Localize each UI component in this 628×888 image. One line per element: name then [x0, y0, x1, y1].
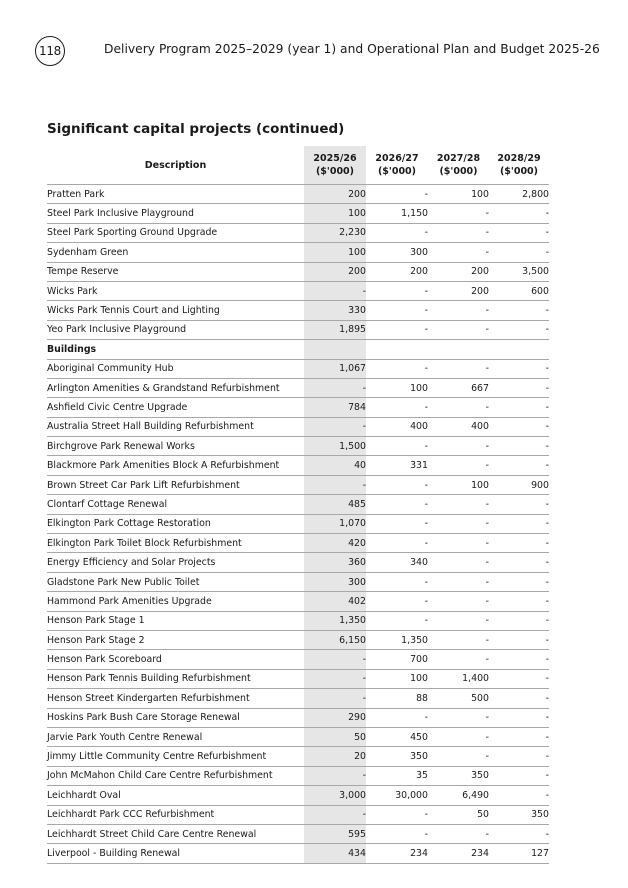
column-header-description: Description [144, 159, 207, 171]
column-header-unit: ($'000) [315, 166, 355, 177]
table-row [47, 475, 549, 494]
cell-2026-27: - [366, 514, 428, 533]
cell-2028-29: - [489, 495, 549, 514]
column-header-2026-27 [366, 146, 428, 185]
cell-2027-28: 100 [428, 475, 489, 494]
cell-2025-26: 290 [304, 708, 366, 727]
table-row [47, 572, 549, 591]
cell-2025-26: 100 [304, 204, 366, 223]
cell-2026-27: - [366, 495, 428, 514]
cell-2026-27: 100 [366, 378, 428, 397]
cell-2027-28: - [428, 708, 489, 727]
cell-2028-29 [489, 340, 549, 359]
cell-2026-27: - [366, 281, 428, 300]
cell-description: Gladstone Park New Public Toilet [47, 572, 304, 591]
table-row [47, 223, 549, 242]
cell-2027-28: - [428, 534, 489, 553]
cell-2028-29: - [489, 592, 549, 611]
cell-description: Steel Park Sporting Ground Upgrade [47, 223, 304, 242]
cell-description: Leichhardt Oval [47, 786, 304, 805]
cell-2025-26: - [304, 475, 366, 494]
cell-2025-26: 100 [304, 243, 366, 262]
table-row [47, 669, 549, 688]
cell-2026-27: 700 [366, 650, 428, 669]
cell-2025-26: 1,070 [304, 514, 366, 533]
cell-2026-27: - [366, 572, 428, 591]
cell-2025-26: 485 [304, 495, 366, 514]
table-row [47, 844, 549, 863]
cell-2026-27: 400 [366, 417, 428, 436]
cell-2025-26 [304, 340, 366, 359]
column-header-2025-26 [304, 146, 366, 185]
cell-2027-28: - [428, 223, 489, 242]
cell-2026-27: 300 [366, 243, 428, 262]
cell-2025-26: 40 [304, 456, 366, 475]
cell-description: Australia Street Hall Building Refurbishment [47, 417, 304, 436]
cell-description: Henson Park Scoreboard [47, 650, 304, 669]
table-row [47, 262, 549, 281]
cell-description: Ashfield Civic Centre Upgrade [47, 398, 304, 417]
cell-description: Hammond Park Amenities Upgrade [47, 592, 304, 611]
cell-2027-28: 350 [428, 766, 489, 785]
cell-description: Henson Park Stage 1 [47, 611, 304, 630]
cell-2027-28: - [428, 572, 489, 591]
table-row [47, 611, 549, 630]
cell-2026-27: - [366, 223, 428, 242]
cell-2027-28: 667 [428, 378, 489, 397]
cell-2028-29: - [489, 689, 549, 708]
cell-2028-29: 350 [489, 805, 549, 824]
cell-2028-29: - [489, 398, 549, 417]
cell-description: Steel Park Inclusive Playground [47, 204, 304, 223]
cell-2028-29: - [489, 572, 549, 591]
table-row [47, 398, 549, 417]
cell-2027-28: 6,490 [428, 786, 489, 805]
cell-2027-28: - [428, 301, 489, 320]
cell-2026-27: 200 [366, 262, 428, 281]
table-row [47, 786, 549, 805]
table-row [47, 650, 549, 669]
cell-2026-27: - [366, 592, 428, 611]
column-header-2028-29 [489, 146, 549, 185]
cell-2025-26: 2,230 [304, 223, 366, 242]
cell-description: Wicks Park [47, 281, 304, 300]
cell-2027-28: - [428, 495, 489, 514]
column-header-unit: ($'000) [499, 166, 539, 177]
cell-2026-27: - [366, 359, 428, 378]
table-row [47, 766, 549, 785]
table-body [47, 185, 549, 864]
cell-2028-29: - [489, 514, 549, 533]
cell-description: Jimmy Little Community Centre Refurbishment [47, 747, 304, 766]
cell-2028-29: - [489, 417, 549, 436]
cell-2028-29: - [489, 456, 549, 475]
cell-description: Energy Efficiency and Solar Projects [47, 553, 304, 572]
table-header-row [47, 146, 549, 185]
cell-2027-28: - [428, 630, 489, 649]
cell-2026-27: 331 [366, 456, 428, 475]
cell-2026-27: - [366, 824, 428, 843]
cell-2027-28: - [428, 592, 489, 611]
column-header-unit: ($'000) [439, 166, 478, 177]
cell-2027-28: 50 [428, 805, 489, 824]
table-row [47, 185, 549, 204]
cell-2026-27: - [366, 320, 428, 339]
cell-2025-26: - [304, 766, 366, 785]
cell-2027-28: 400 [428, 417, 489, 436]
cell-description: Wicks Park Tennis Court and Lighting [47, 301, 304, 320]
table-row [47, 553, 549, 572]
cell-2028-29: - [489, 669, 549, 688]
cell-2028-29: 600 [489, 281, 549, 300]
column-header-year: 2028/29 [497, 153, 541, 164]
table-row [47, 514, 549, 533]
table-row [47, 417, 549, 436]
cell-2028-29: - [489, 747, 549, 766]
cell-description: Brown Street Car Park Lift Refurbishment [47, 475, 304, 494]
cell-2027-28: - [428, 204, 489, 223]
cell-2027-28: - [428, 747, 489, 766]
table-row [47, 630, 549, 649]
cell-2028-29: 900 [489, 475, 549, 494]
table-row [47, 534, 549, 553]
cell-2027-28: - [428, 650, 489, 669]
table-row [47, 204, 549, 223]
cell-2027-28: 1,400 [428, 669, 489, 688]
table-row [47, 243, 549, 262]
cell-2025-26: 1,350 [304, 611, 366, 630]
cell-2026-27: - [366, 611, 428, 630]
cell-2025-26: 1,500 [304, 437, 366, 456]
cell-2025-26: 595 [304, 824, 366, 843]
cell-description: Leichhardt Park CCC Refurbishment [47, 805, 304, 824]
cell-2025-26: 200 [304, 262, 366, 281]
cell-description: Clontarf Cottage Renewal [47, 495, 304, 514]
cell-description: Aboriginal Community Hub [47, 359, 304, 378]
cell-2028-29: - [489, 204, 549, 223]
cell-description: Birchgrove Park Renewal Works [47, 437, 304, 456]
cell-description: Yeo Park Inclusive Playground [47, 320, 304, 339]
cell-2025-26: 20 [304, 747, 366, 766]
cell-description: Arlington Amenities & Grandstand Refurbishment [47, 378, 304, 397]
table-row [47, 456, 549, 475]
column-header-unit: ($'000) [377, 166, 417, 177]
page-number: 118 [38, 44, 61, 58]
table-row [47, 824, 549, 843]
cell-2027-28: - [428, 824, 489, 843]
cell-2026-27: 1,150 [366, 204, 428, 223]
cell-2028-29: 127 [489, 844, 549, 863]
cell-2027-28 [428, 340, 489, 359]
cell-description: Henson Street Kindergarten Refurbishment [47, 689, 304, 708]
cell-2025-26: - [304, 689, 366, 708]
cell-description: Elkington Park Toilet Block Refurbishment [47, 534, 304, 553]
table-row [47, 495, 549, 514]
cell-2025-26: 1,895 [304, 320, 366, 339]
cell-description: Liverpool - Building Renewal [47, 844, 304, 863]
cell-2025-26: 1,067 [304, 359, 366, 378]
cell-2028-29: - [489, 320, 549, 339]
cell-2026-27: 100 [366, 669, 428, 688]
table-group-row [47, 340, 549, 359]
cell-2028-29: - [489, 650, 549, 669]
cell-2026-27: - [366, 437, 428, 456]
cell-2028-29: - [489, 727, 549, 746]
cell-2026-27: - [366, 475, 428, 494]
cell-2026-27: 350 [366, 747, 428, 766]
cell-description: Elkington Park Cottage Restoration [47, 514, 304, 533]
cell-2025-26: 50 [304, 727, 366, 746]
cell-2025-26: 6,150 [304, 630, 366, 649]
cell-2028-29: 3,500 [489, 262, 549, 281]
column-header-year: 2025/26 [313, 153, 357, 164]
cell-2026-27 [366, 340, 428, 359]
cell-2028-29: 2,800 [489, 185, 549, 204]
table-row [47, 708, 549, 727]
cell-2027-28: - [428, 456, 489, 475]
cell-description: Henson Park Stage 2 [47, 630, 304, 649]
cell-2025-26: 330 [304, 301, 366, 320]
cell-2025-26: - [304, 669, 366, 688]
cell-2026-27: 88 [366, 689, 428, 708]
table-row [47, 359, 549, 378]
cell-2025-26: 434 [304, 844, 366, 863]
table-row [47, 747, 549, 766]
cell-2026-27: - [366, 805, 428, 824]
cell-2027-28: - [428, 727, 489, 746]
cell-description: Tempe Reserve [47, 262, 304, 281]
cell-2026-27: 35 [366, 766, 428, 785]
cell-2025-26: 200 [304, 185, 366, 204]
capital-projects-table [47, 146, 549, 864]
cell-2028-29: - [489, 378, 549, 397]
table-row [47, 378, 549, 397]
cell-2027-28: 200 [428, 281, 489, 300]
cell-2028-29: - [489, 437, 549, 456]
cell-2026-27: 450 [366, 727, 428, 746]
cell-2028-29: - [489, 243, 549, 262]
cell-description: Pratten Park [47, 185, 304, 204]
cell-2028-29: - [489, 553, 549, 572]
cell-2026-27: - [366, 534, 428, 553]
cell-2027-28: - [428, 553, 489, 572]
cell-2028-29: - [489, 359, 549, 378]
cell-2025-26: - [304, 650, 366, 669]
cell-description: Leichhardt Street Child Care Centre Renewal [47, 824, 304, 843]
cell-2026-27: 1,350 [366, 630, 428, 649]
cell-2028-29: - [489, 766, 549, 785]
cell-2028-29: - [489, 708, 549, 727]
table-row [47, 320, 549, 339]
page-number-badge [35, 36, 65, 66]
table-row [47, 592, 549, 611]
section-title: Significant capital projects (continued) [47, 121, 345, 137]
cell-2026-27: 234 [366, 844, 428, 863]
cell-2025-26: - [304, 805, 366, 824]
cell-2028-29: - [489, 534, 549, 553]
cell-2028-29: - [489, 223, 549, 242]
cell-2027-28: - [428, 243, 489, 262]
cell-2026-27: 340 [366, 553, 428, 572]
cell-2027-28: - [428, 320, 489, 339]
cell-2026-27: - [366, 708, 428, 727]
cell-2027-28: 500 [428, 689, 489, 708]
cell-2027-28: 200 [428, 262, 489, 281]
cell-description: Buildings [47, 340, 304, 359]
cell-2028-29: - [489, 630, 549, 649]
cell-2026-27: - [366, 301, 428, 320]
cell-2025-26: 420 [304, 534, 366, 553]
cell-description: Hoskins Park Bush Care Storage Renewal [47, 708, 304, 727]
cell-2025-26: - [304, 417, 366, 436]
cell-description: Sydenham Green [47, 243, 304, 262]
cell-2025-26: 3,000 [304, 786, 366, 805]
cell-2027-28: - [428, 437, 489, 456]
table-row [47, 437, 549, 456]
cell-2028-29: - [489, 611, 549, 630]
cell-2027-28: - [428, 514, 489, 533]
cell-2028-29: - [489, 786, 549, 805]
table-row [47, 805, 549, 824]
cell-2025-26: - [304, 378, 366, 397]
cell-description: Blackmore Park Amenities Block A Refurbishment [47, 456, 304, 475]
cell-2025-26: 784 [304, 398, 366, 417]
cell-2027-28: 100 [428, 185, 489, 204]
cell-description: John McMahon Child Care Centre Refurbishment [47, 766, 304, 785]
cell-description: Henson Park Tennis Building Refurbishment [47, 669, 304, 688]
column-header-year: 2026/27 [375, 153, 419, 164]
cell-description: Jarvie Park Youth Centre Renewal [47, 727, 304, 746]
table-row [47, 727, 549, 746]
cell-2027-28: - [428, 611, 489, 630]
cell-2026-27: - [366, 185, 428, 204]
cell-2028-29: - [489, 824, 549, 843]
cell-2025-26: 402 [304, 592, 366, 611]
cell-2026-27: - [366, 398, 428, 417]
cell-2027-28: 234 [428, 844, 489, 863]
cell-2027-28: - [428, 359, 489, 378]
cell-2026-27: 30,000 [366, 786, 428, 805]
cell-2028-29: - [489, 301, 549, 320]
table-row [47, 301, 549, 320]
cell-2027-28: - [428, 398, 489, 417]
column-header-year: 2027/28 [436, 153, 481, 164]
cell-2025-26: 300 [304, 572, 366, 591]
table-row [47, 281, 549, 300]
cell-2025-26: - [304, 281, 366, 300]
cell-2025-26: 360 [304, 553, 366, 572]
table-row [47, 689, 549, 708]
column-header-2027-28 [428, 146, 489, 185]
document-header-title: Delivery Program 2025–2029 (year 1) and Operational Plan and Budget 2025-26 [104, 42, 600, 56]
